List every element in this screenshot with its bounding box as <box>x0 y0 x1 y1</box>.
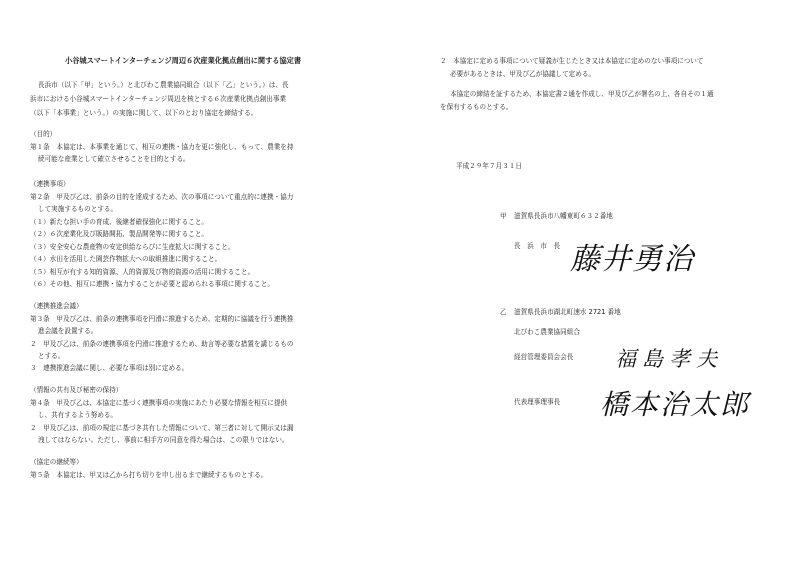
clause-line: （５）相互が有する知的資源、人的資源及び物的資源の活用に関すること。 <box>30 268 255 276</box>
party-a-address: 滋賀県長浜市八幡東町６３２番地 <box>514 212 613 220</box>
clause-line: 第３条 甲及び乙は、前条の連携事項を円滑に推進するため、定期的に協議を行う連携推 <box>30 315 294 323</box>
closing-line: を保有するものとする。 <box>440 103 513 111</box>
party-b-title-2: 代表理事理事長 <box>514 398 561 406</box>
party-a-title: 長 浜 市 長 <box>514 242 561 250</box>
party-a-marker: 甲 <box>500 212 507 220</box>
clause-line: ３ 連携推進会議に関し、必要な事項は別に定める。 <box>30 364 189 372</box>
section-heading: （情報の共有及び秘密の保持） <box>30 386 123 394</box>
clause-line: （６）その他、相互に連携・協力することが必要と認められる事項に関すること。 <box>30 280 274 288</box>
clause-line: 洩してはならない。ただし、事前に相手方の同意を得た場合は、この限りではない。 <box>38 436 289 444</box>
section-heading: （目的） <box>30 130 57 138</box>
clause-line: （２）６次産業化及び販路開拓、製品開発等に関すること。 <box>30 230 209 238</box>
clause-line: ２ 甲及び乙は、前項の規定に基づき共有した情報について、第三者に対して開示又は漏 <box>30 424 294 432</box>
clause-line: 第４条 甲及び乙は、本協定に基づく連携事項の実施にあたり必要な情報を相互に提供 <box>30 399 288 407</box>
closing-line: 本協定の締結を証するため、本協定書２通を作成し、甲及び乙が署名の上、各自その１通 <box>450 90 714 98</box>
clause-line: 続可能な産業として確立させることを目的とする。 <box>38 155 190 163</box>
party-b-signature-2: 橋本治太郎 <box>600 388 751 421</box>
clause-line: とする。 <box>38 352 65 360</box>
section-heading: （協定の継続等） <box>30 458 83 466</box>
party-b-address: 滋賀県長浜市湖北町速水 2721 番地 <box>514 308 621 316</box>
clause-line: 必要があるときは、甲及び乙が協議して定める。 <box>450 70 596 78</box>
clause-line: 第５条 本協定は、甲又は乙から打ち切りを申し出るまで継続するものとする。 <box>30 471 268 479</box>
section-heading: （連携事項） <box>30 180 70 188</box>
party-b-marker: 乙 <box>500 308 507 316</box>
agreement-date: 平成２９年７月３１日 <box>456 162 522 170</box>
clause-line: し、共有するよう努める。 <box>38 411 118 419</box>
preamble-line: 浜市における小谷城スマートインターチェンジ周辺を核とする６次産業化拠点創出事業 <box>30 95 287 103</box>
clause-line: （３）安全安心な農産物の安定供給ならびに生産拡大に関すること。 <box>30 243 235 251</box>
preamble-line: 長浜市（以下「甲」という。）と北びわこ農業協同組合（以下「乙」という。）は、長 <box>38 81 289 89</box>
party-b-title-1: 経営管理委員会会長 <box>514 353 574 361</box>
section-heading: （連携推進会議） <box>30 302 83 310</box>
clause-line: ２ 本協定に定める事項について疑義が生じたとき又は本協定に定めのない事項について <box>440 57 704 65</box>
party-a-signature: 藤井勇治 <box>570 242 694 277</box>
clause-line: （１）新たな担い手の育成、後継者確保強化に関すること。 <box>30 218 209 226</box>
clause-line: 進会議を設置する。 <box>38 327 98 335</box>
preamble-line: （以下「本事業」という。）の実施に関して、以下のとおり協定を締結する。 <box>30 109 258 117</box>
document-title: 小谷城スマートインターチェンジ周辺６次産業化拠点創出に関する協定書 <box>65 56 302 65</box>
clause-line: 第２条 甲及び乙は、前条の目的を達成するため、次の事項について重点的に連携・協力 <box>30 193 294 201</box>
clause-line: （４）水田を活用した園芸作物拡大への取組推進に関すること。 <box>30 255 222 263</box>
party-b-org: 北びわこ農業協同組合 <box>514 328 580 336</box>
clause-line: 第１条 本協定は、本事業を通じて、相互の連携・協力を更に強化し、もって、農業を持 <box>30 143 294 151</box>
party-b-signature-1: 福島孝夫 <box>615 347 723 371</box>
clause-line: ２ 甲及び乙は、前条の連携事項を円滑に推進するため、助言等必要な措置を講じるもの <box>30 340 294 348</box>
clause-line: して実施するものとする。 <box>38 205 118 213</box>
